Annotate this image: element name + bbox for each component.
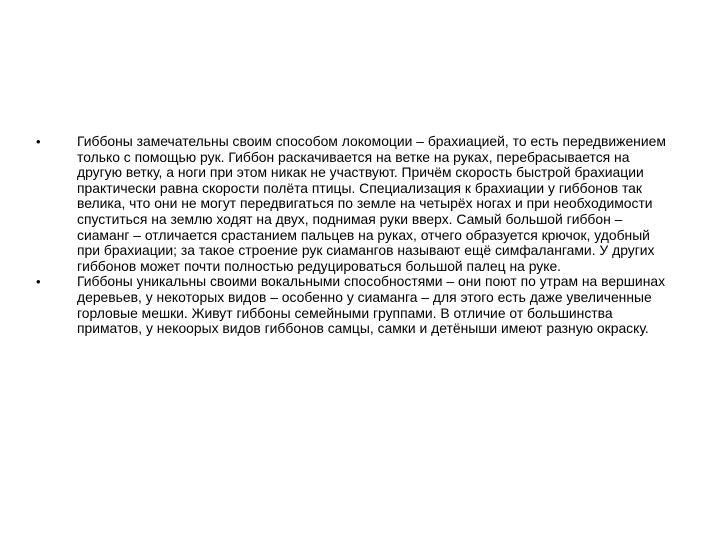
bullet-marker: • bbox=[36, 274, 41, 290]
bullet-text-vocal: Гиббоны уникальны своими вокальными способностями – они поют по утрам на вершинах деревьев, у некоторых видов – особенно у сиаманга – для этого есть даже увеличенные горловые мешки. Живут гиббоны семейными группами. В отличие от большинства приматов, у некоорых видов гиббонов самцы, самки и детёныши имеют разную окраску. bbox=[77, 273, 666, 337]
bullet-item-vocal bbox=[30, 274, 670, 336]
bullet-marker: • bbox=[36, 134, 41, 149]
bullet-list bbox=[30, 134, 670, 337]
bullet-item-brachiation bbox=[30, 134, 670, 274]
bullet-text-brachiation: Гиббоны замечательны своим способом локомоции – брахиацией, то есть передвижением только с помощью рук. Гиббон раскачивается на ветке на руках, перебрасывается на другую ветку, а ноги при этом никак не участвуют. Причём скорость быстрой брахиации практически равна скорости полёта птицы. Специализация к брахиации у гиббонов так велика, что они не могут передвигаться по земле на четырёх ногах и при необходимости спуститься на землю ходят на двух, поднимая руки вверх. Самый большой гиббон – сиаманг – отличается срастанием пальцев на руках, отчего образуется крючок, удобный при брахиации; за такое строение рук сиамангов называют ещё симфалангами. У других гиббонов может почти полностью редуцироваться большой палец на руке. bbox=[77, 133, 666, 274]
